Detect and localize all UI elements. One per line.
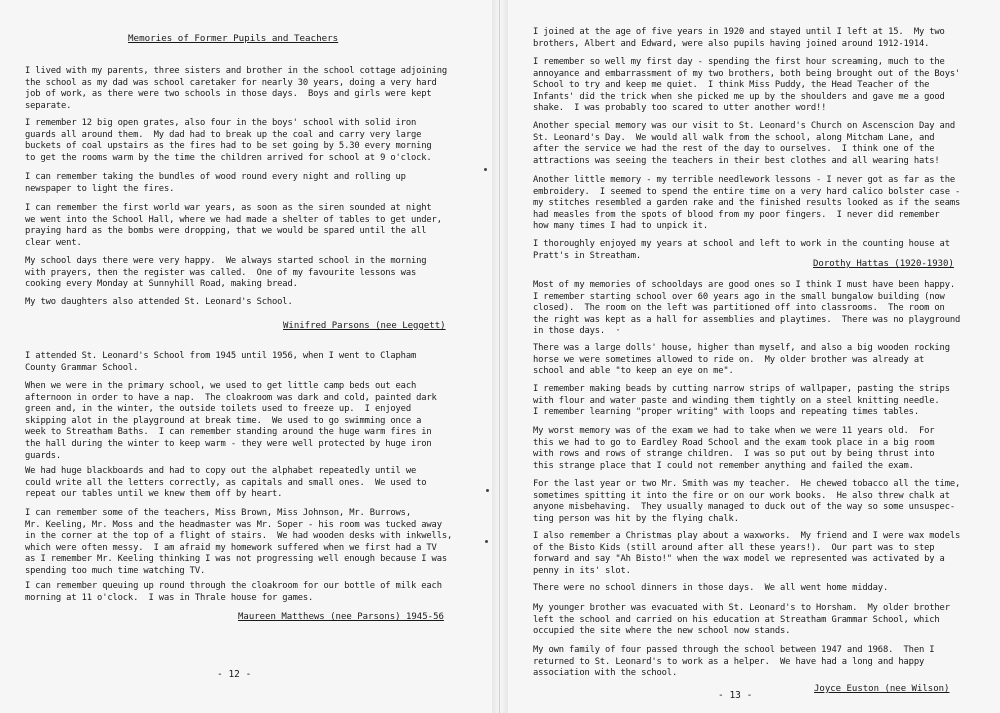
scan-speck bbox=[484, 168, 487, 171]
paragraph: There were no school dinners in those days. We all went home midday. bbox=[533, 583, 889, 593]
page-number: - 13 - bbox=[718, 690, 753, 701]
paragraph: I lived with my parents, three sisters and brother in the school cottage adjoining the school as my dad was school caretaker for nearly 30 years, doing a very hard job of work, as there were two schools in those days. Boys and girls were kept separate. bbox=[25, 66, 447, 111]
paragraph: I can remember taking the bundles of wood round every night and rolling up newspaper to light the fires. bbox=[25, 172, 406, 194]
page-title: Memories of Former Pupils and Teachers bbox=[128, 33, 339, 44]
paragraph: I joined at the age of five years in 1920 and stayed until I left at 15. My two brothers, Albert and Edward, were also pupils having joined around 1912-1914. bbox=[533, 27, 945, 49]
paragraph: My worst memory was of the exam we had to take when we were 11 years old. For this we had to go to Eardley Road School and the exam took place in a big room with rows and rows of strange children. I was so put out by being thrust into this strange place that I could not remember anything and failed the exam. bbox=[533, 426, 935, 471]
paragraph: For the last year or two Mr. Smith was my teacher. He chewed tobacco all the time, sometimes spitting it into the fire or on our work books. He also threw chalk at anyone misbehaving. They usually managed to duck out of the way so some unsuspec- ting person was hit by the flying chalk. bbox=[533, 479, 961, 524]
scan-speck bbox=[485, 540, 488, 543]
page-13 bbox=[500, 0, 1000, 713]
paragraph: Another little memory - my terrible needlework lessons - I never got as far as the embroidery. I seemed to spend the entire time on a very hard calico bolster case - my stitches resembled a garden rake and the finished results looked as if the seams had measles from the spots of blood from my poor fingers. I never did remember how many times I had to unpick it. bbox=[533, 175, 961, 232]
paragraph: I remember making beads by cutting narrow strips of wallpaper, pasting the strips with flour and water paste and winding them tightly on a steel knitting needle. I remember learning "proper writing" with loops and repeating times tables. bbox=[533, 384, 950, 418]
paragraph: My two daughters also attended St. Leonard's School. bbox=[25, 297, 293, 307]
paragraph: My school days there were very happy. We always started school in the morning with prayers, then the register was called. One of my favourite lessons was cooking every Monday at Sunnyhill Road, making bread. bbox=[25, 256, 427, 290]
paragraph: Most of my memories of schooldays are good ones so I think I must have been happy. I remember starting school over 60 years ago in the small bungalow building (now closed). The room on the left was partitioned off into classrooms. The room on the right was kept as a hall for assemblies and playtimes. There was no playground in those days. · bbox=[533, 280, 961, 337]
paragraph: We had huge blackboards and had to copy out the alphabet repeatedly until we could write all the letters correctly, as capitals and small ones. We used to repeat our tables until we knew them off by heart. bbox=[25, 466, 427, 500]
scan-speck bbox=[486, 489, 489, 492]
paragraph: I remember 12 big open grates, also four in the boys' school with solid iron guards all around them. My dad had to break up the coal and carry very large buckets of coal upstairs as the fires had to be set going by 5.30 every morning to get the rooms warm by the time the children arrived for school at 9 o'clock. bbox=[25, 118, 432, 163]
book-gutter-shadow bbox=[492, 0, 508, 713]
paragraph: I can remember some of the teachers, Miss Brown, Miss Johnson, Mr. Burrows, Mr. Keeling, Mr. Moss and the headmaster was Mr. Soper - his room was tucked away in the corner at the top of a flight of stairs. We had wooden desks with inkwells, which were often messy. I am afraid my homework suffered when we first had a TV as I remember Mr. Keeling thinking I was not progressing well enough because I was spending too much time watching TV. bbox=[25, 508, 453, 576]
paragraph: My younger brother was evacuated with St. Leonard's to Horsham. My older brother left the school and carried on his education at Streatham Grammar School, which occupied the site where the new school now stands. bbox=[533, 603, 950, 637]
author-signature: Winifred Parsons (nee Leggett) bbox=[283, 321, 446, 331]
author-signature: Dorothy Hattas (1920-1930) bbox=[813, 259, 954, 269]
paragraph: My own family of four passed through the school between 1947 and 1968. Then I returned to St. Leonard's to work as a helper. We have had a long and happy association with the school. bbox=[533, 645, 935, 679]
paragraph: I attended St. Leonard's School from 1945 until 1956, when I went to Clapham County Grammar School. bbox=[25, 351, 417, 373]
paragraph: There was a large dolls' house, higher than myself, and also a big wooden rocking horse we were sometimes allowed to ride on. My older brother was already at school and able "to keep an eye on me". bbox=[533, 343, 950, 377]
paragraph: I also remember a Christmas play about a waxworks. My friend and I were wax models of the Bisto Kids (still around after all these years!). Our part was to step forward and say "Ah Bisto!" when the wax model we represented was activated by a penny in its' slot. bbox=[533, 531, 961, 576]
author-signature: Joyce Euston (nee Wilson) bbox=[814, 684, 950, 694]
page-number: - 12 - bbox=[217, 669, 252, 680]
paragraph: I remember so well my first day - spending the first hour screaming, much to the annoyance and embarrassment of my two brothers, both being brought out of the Boys' School to try and keep me quiet. I think Miss Puddy, the Head Teacher of the Infants' did the trick when she picked me up by the shoulders and gave me a good shake. I was probably too scared to utter another word!! bbox=[533, 57, 961, 114]
paragraph: I can remember queuing up round through the cloakroom for our bottle of milk each morning at 11 o'clock. I was in Thrale house for games. bbox=[25, 581, 442, 603]
paragraph: I can remember the first world war years, as soon as the siren sounded at night we went into the School Hall, where we had made a shelter of tables to get under, praying hard as the bombs were dropping, that we would be spared until the all clear went. bbox=[25, 203, 442, 248]
paragraph: When we were in the primary school, we used to get little camp beds out each afternoon in order to have a nap. The cloakroom was dark and cold, painted dark green and, in the winter, the outside toilets used to freeze up. I enjoyed skipping alot in the playground at break time. We used to go swimming once a week to Streatham Baths. I can remember standing around the huge warm fires in the hall during the winter to keep warm - they were well protected by huge iron guards. bbox=[25, 381, 437, 461]
author-signature: Maureen Matthews (nee Parsons) 1945-56 bbox=[238, 612, 444, 622]
paragraph: I thoroughly enjoyed my years at school and left to work in the counting house at Pratt's in Streatham. bbox=[533, 239, 950, 261]
paragraph: Another special memory was our visit to St. Leonard's Church on Ascenscion Day and St. Leonard's Day. We would all walk from the school, along Mitcham Lane, and after the service we had the rest of the day to ourselves. I think one of the attractions was seeing the teachers in their best clothes and all wearing hats! bbox=[533, 121, 955, 166]
